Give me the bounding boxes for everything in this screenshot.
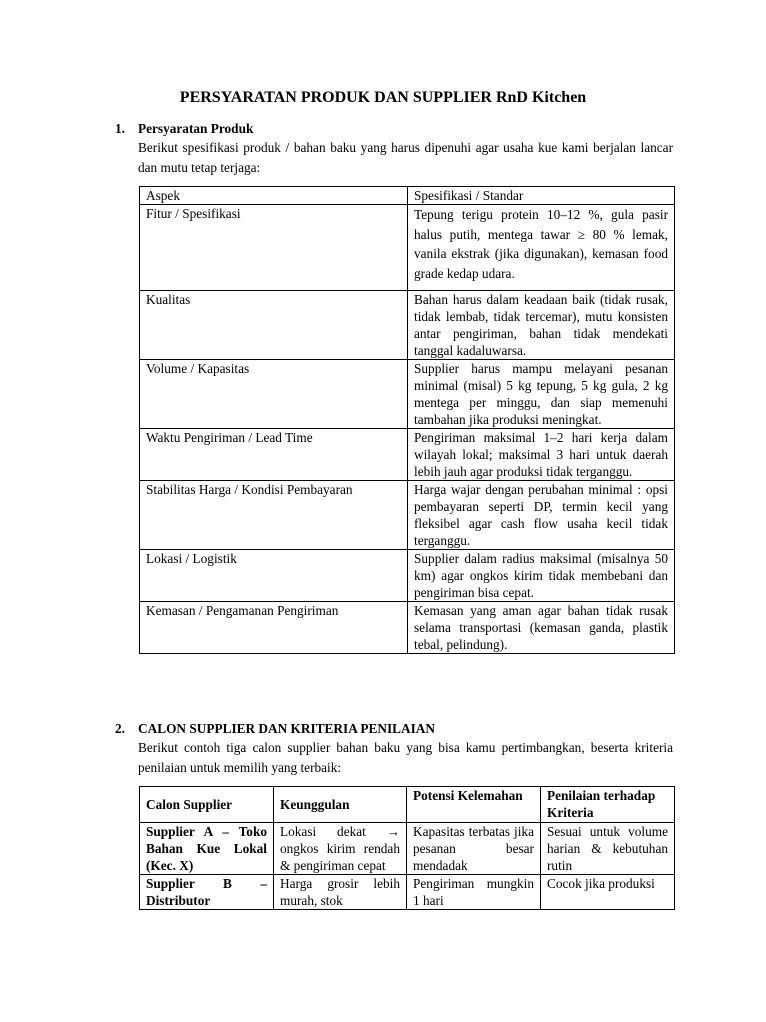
table-row bbox=[140, 602, 675, 654]
section-2-title: CALON SUPPLIER DAN KRITERIA PENILAIAN bbox=[138, 721, 436, 736]
table-cell-advantage: Lokasi dekat → ongkos kirim rendah & pengiriman cepat bbox=[274, 823, 407, 875]
table-header-cell: Calon Supplier bbox=[140, 787, 274, 823]
table-cell-assessment: Cocok jika produksi bbox=[541, 875, 675, 910]
table-row bbox=[140, 291, 675, 360]
table-cell-aspect: Volume / Kapasitas bbox=[140, 360, 408, 429]
table-cell-assessment: Sesuai untuk volume harian & kebutuhan rutin bbox=[541, 823, 675, 875]
table-header-cell: Spesifikasi / Standar bbox=[408, 187, 675, 205]
table-row bbox=[140, 205, 675, 291]
table-header-row bbox=[140, 187, 675, 205]
section-2-number: 2. bbox=[115, 721, 125, 736]
table-cell-aspect: Kemasan / Pengamanan Pengiriman bbox=[140, 602, 408, 654]
table-cell-spec: Harga wajar dengan perubahan minimal : opsi pembayaran seperti DP, termin kecil yang fleksibel agar cash flow usaha kecil tidak terganggu. bbox=[408, 481, 675, 550]
table-cell-spec: Supplier harus mampu melayani pesanan minimal (misal) 5 kg tepung, 5 kg gula, 2 kg mentega per minggu, dan siap memenuhi tambahan jika produksi meningkat. bbox=[408, 360, 675, 429]
table-cell-spec: Supplier dalam radius maksimal (misalnya 50 km) agar ongkos kirim tidak membebani dan pengiriman bisa cepat. bbox=[408, 550, 675, 602]
table-header-row bbox=[140, 787, 675, 823]
section-2-heading bbox=[115, 720, 435, 737]
table-cell-aspect: Lokasi / Logistik bbox=[140, 550, 408, 602]
table-header-cell: Aspek bbox=[140, 187, 408, 205]
table-cell-supplier: Supplier B – Distributor bbox=[140, 875, 274, 910]
table-row bbox=[140, 360, 675, 429]
table-cell-supplier: Supplier A – Toko Bahan Kue Lokal (Kec. X) bbox=[140, 823, 274, 875]
table-cell-aspect: Waktu Pengiriman / Lead Time bbox=[140, 429, 408, 481]
table-row bbox=[140, 481, 675, 550]
table-cell-spec: Tepung terigu protein 10–12 %, gula pasir halus putih, mentega tawar ≥ 80 % lemak, vanila ekstrak (jika digunakan), kemasan food grade kedap udara. bbox=[408, 205, 675, 291]
table-cell-spec: Kemasan yang aman agar bahan tidak rusak selama transportasi (kemasan ganda, plastik tebal, pelindung). bbox=[408, 602, 675, 654]
table-cell-spec: Pengiriman maksimal 1–2 hari kerja dalam wilayah lokal; maksimal 3 hari untuk daerah lebih jauh agar produksi tidak terganggu. bbox=[408, 429, 675, 481]
table-header-cell: Penilaian terhadap Kriteria bbox=[541, 787, 675, 823]
table-cell-weakness: Pengiriman mungkin 1 hari bbox=[407, 875, 541, 910]
table-row bbox=[140, 429, 675, 481]
section-2-intro: Berikut contoh tiga calon supplier bahan baku yang bisa kamu pertimbangkan, beserta kriteria penilaian untuk memilih yang terbaik: bbox=[138, 740, 673, 775]
table-cell-aspect: Stabilitas Harga / Kondisi Pembayaran bbox=[140, 481, 408, 550]
table-cell-weakness: Kapasitas terbatas jika pesanan besar mendadak bbox=[407, 823, 541, 875]
table-cell-aspect: Kualitas bbox=[140, 291, 408, 360]
table-header-cell: Potensi Kelemahan bbox=[407, 787, 541, 823]
section-1-intro: Berikut spesifikasi produk / bahan baku yang harus dipenuhi agar usaha kue kami berjalan lancar dan mutu tetap terjaga: bbox=[138, 140, 673, 175]
table-row bbox=[140, 823, 675, 875]
table-row bbox=[140, 875, 675, 910]
supplier-criteria-table bbox=[139, 786, 675, 910]
section-1-heading bbox=[115, 120, 253, 137]
table-header-cell: Keunggulan bbox=[274, 787, 407, 823]
table-cell-aspect: Fitur / Spesifikasi bbox=[140, 205, 408, 291]
table-cell-advantage: Harga grosir lebih murah, stok bbox=[274, 875, 407, 910]
document-title: PERSYARATAN PRODUK DAN SUPPLIER RnD Kitchen bbox=[179, 89, 587, 106]
section-1-number: 1. bbox=[115, 121, 125, 136]
section-1-title: Persyaratan Produk bbox=[138, 121, 254, 136]
table-row bbox=[140, 550, 675, 602]
table-cell-spec: Bahan harus dalam keadaan baik (tidak rusak, tidak lembab, tidak tercemar), mutu konsisten antar pengiriman, bahan tidak mendekati tanggal kadaluwarsa. bbox=[408, 291, 675, 360]
product-requirements-table bbox=[139, 186, 675, 654]
